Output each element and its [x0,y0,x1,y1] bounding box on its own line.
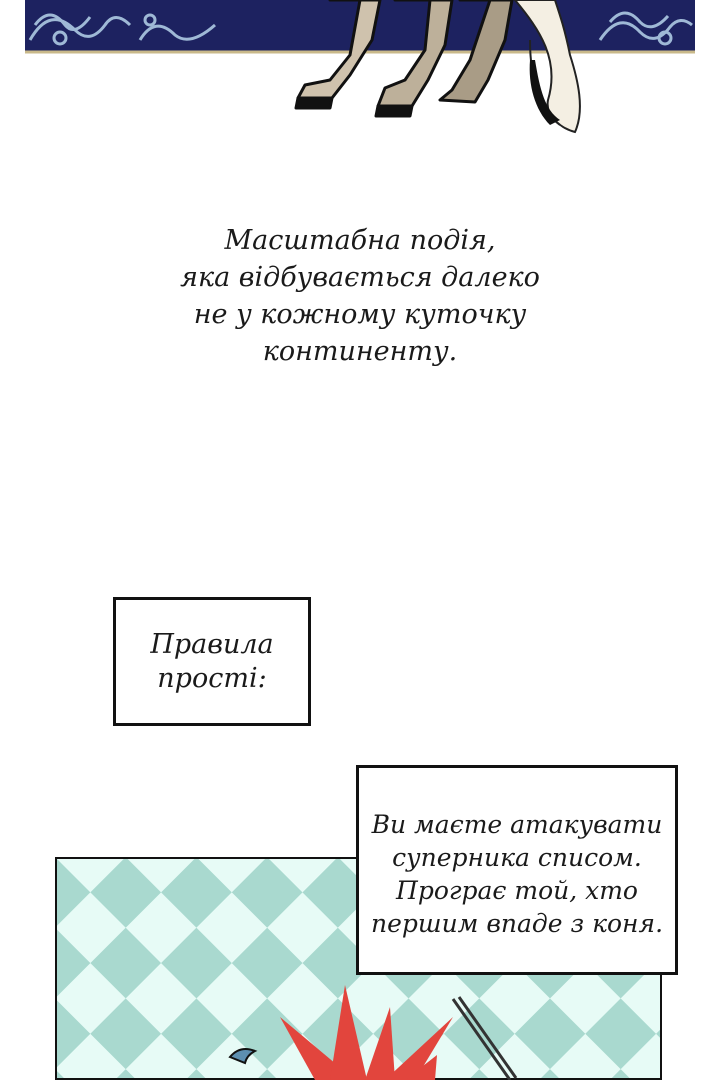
narration-line: Масштабна подія, [224,225,496,256]
caption-box-explanation [356,765,678,975]
narration-line: континенту. [262,336,458,367]
caption-line: Програє той, хто [396,876,638,905]
caption-line: прості: [157,663,267,694]
caption-line: першим впаде з коня. [370,909,664,938]
caption-line: Правила [150,629,274,660]
narration-text [170,222,550,370]
caption-line: суперника списом. [392,843,642,872]
narration-line: не у кожному куточку [193,299,527,330]
top-panel-horse-banner [0,0,720,140]
narration-line: яка відбувається далеко [180,262,540,293]
caption-line: Ви маєте атакувати [371,810,663,839]
caption-box-rules [113,597,311,726]
